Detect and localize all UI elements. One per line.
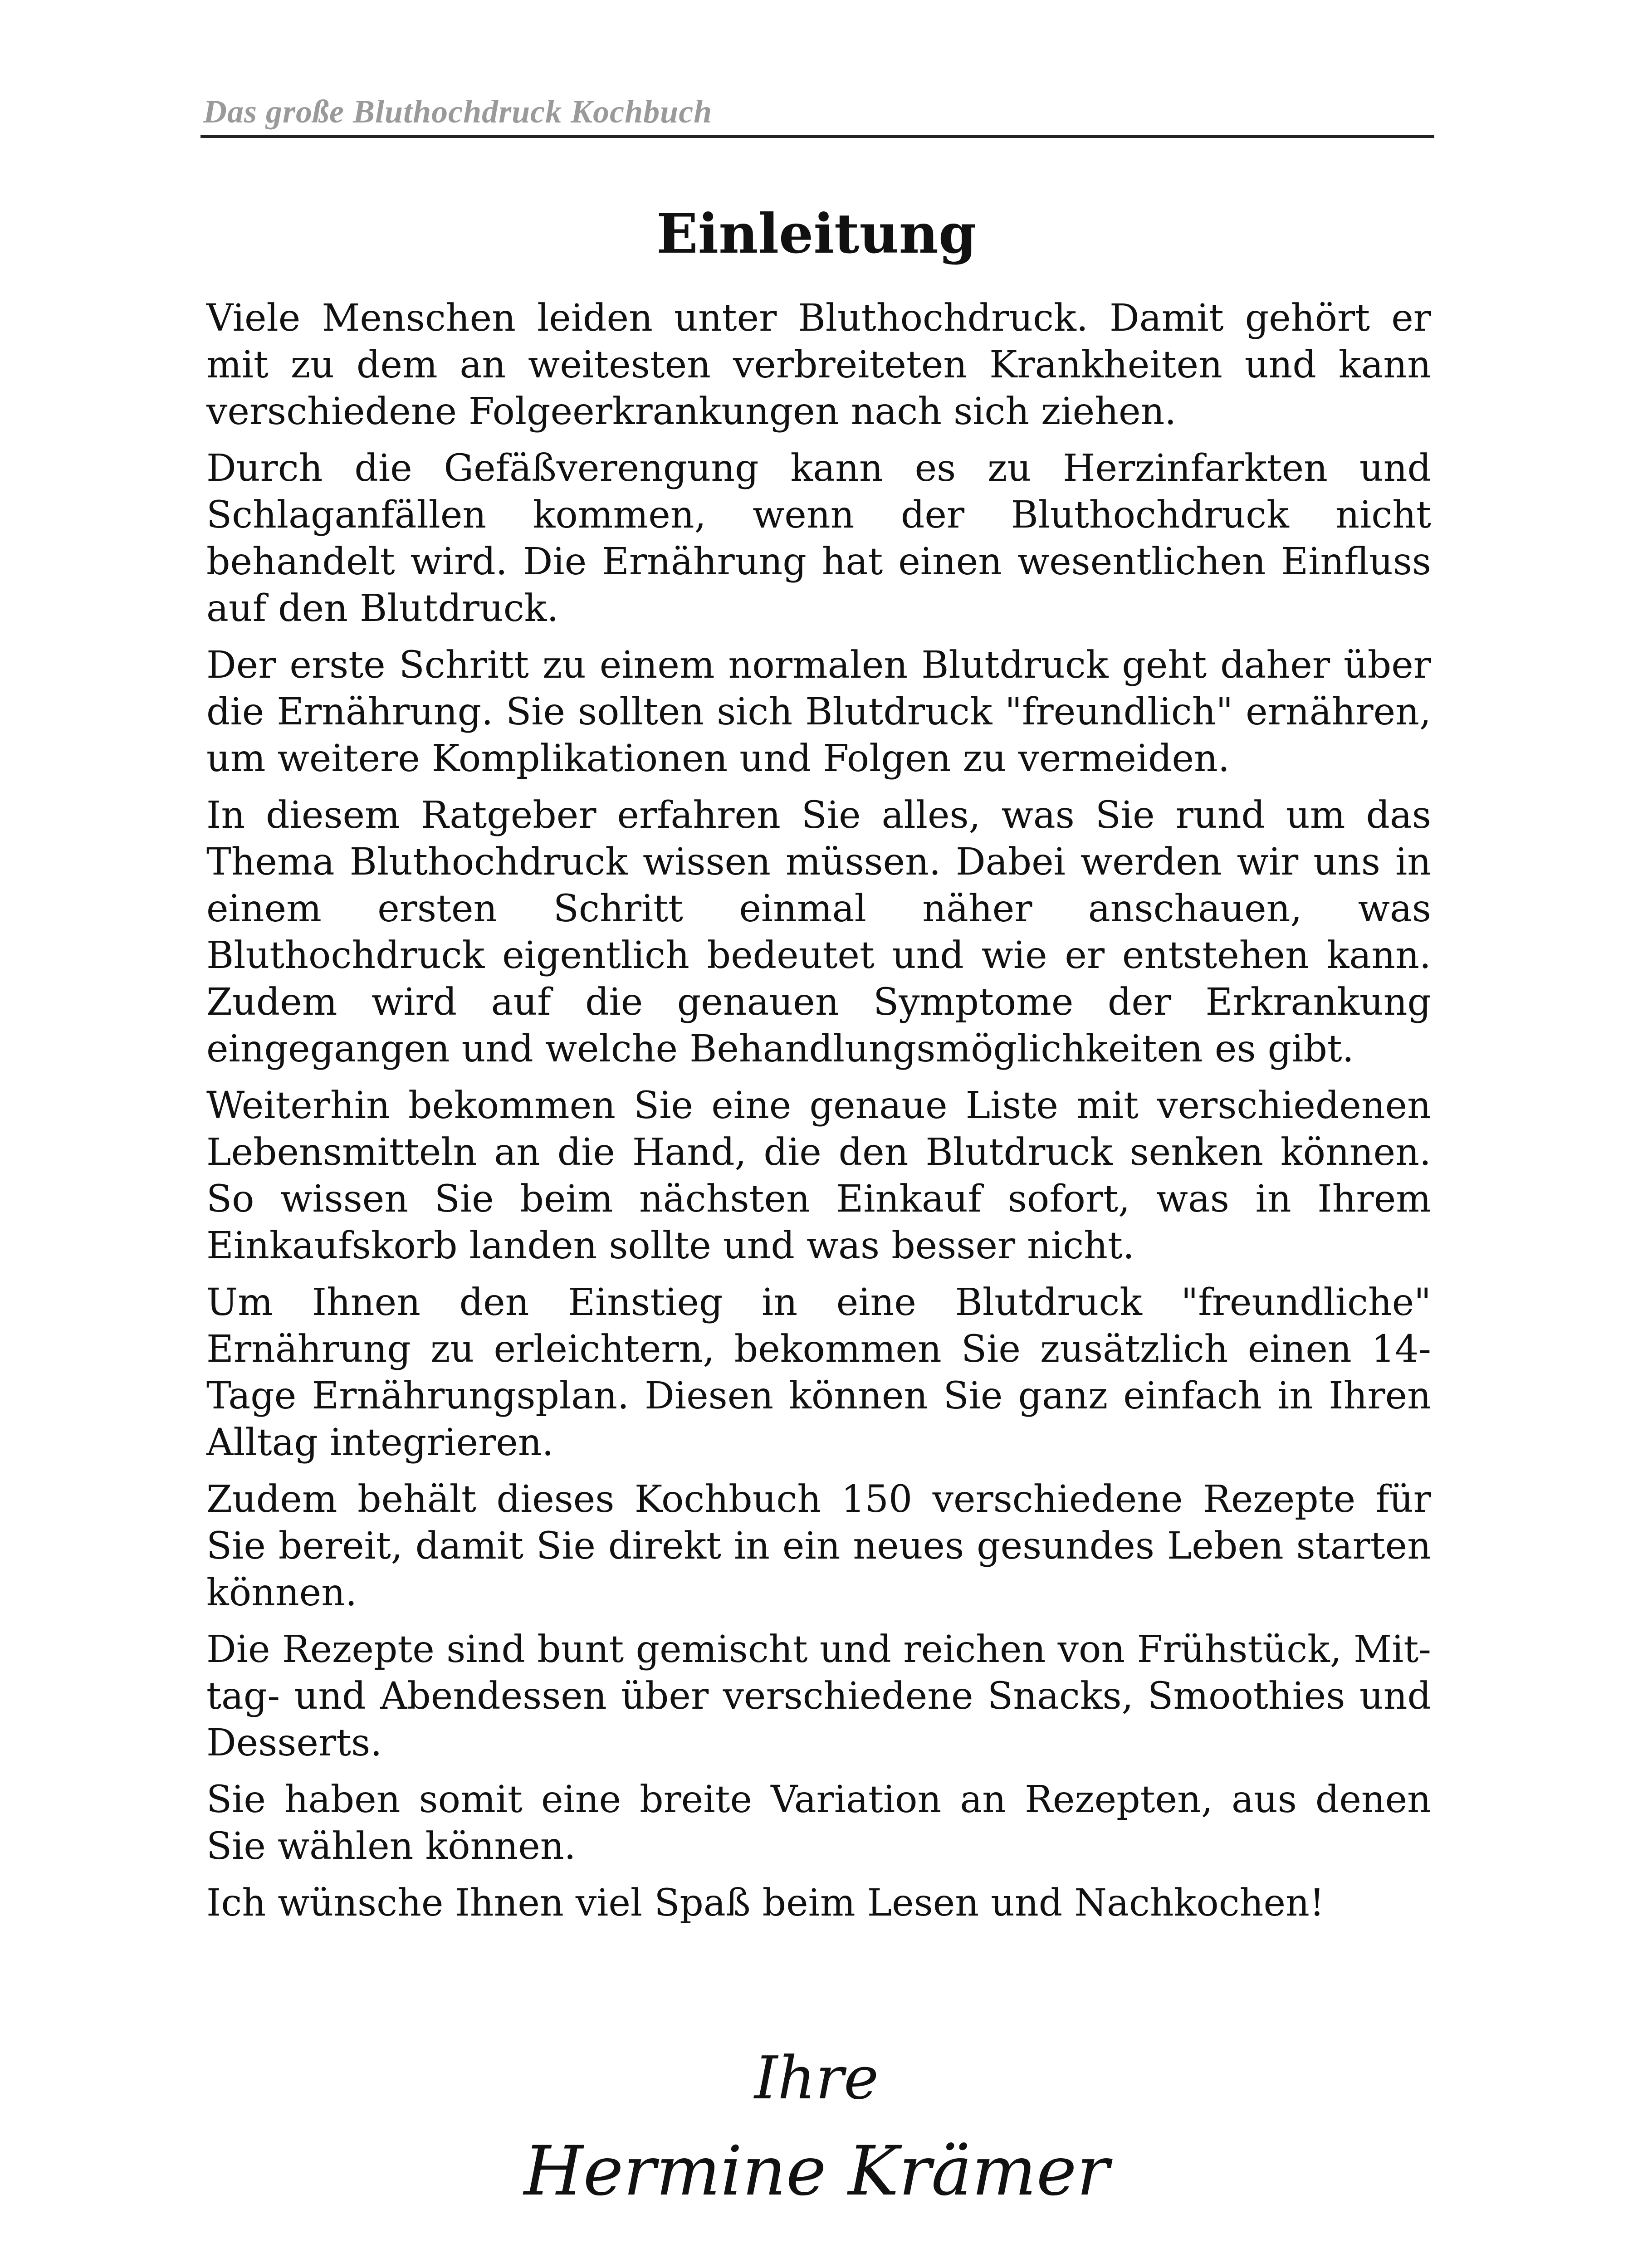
paragraph: In diesem Ratgeber erfahren Sie alles, was Sie rund um das Thema Bluthochdruck wissen müssen. Dabei werden wir uns in einem ersten Schritt einmal näher anschauen, was Bluthochdruck eigentlich bedeutet und wie er entstehen kann. Zudem wird auf die genauen Symptome der Erkrankung eingegangen und welche Behandlungsmöglichkeiten es gibt. bbox=[206, 794, 1431, 1070]
running-header: Das große Bluthochdruck Kochbuch bbox=[203, 93, 713, 130]
header-divider bbox=[200, 135, 1434, 138]
paragraph: Der erste Schritt zu einem normalen Blutdruck geht daher über die Ernährung. Sie sollten sich Blutdruck "freundlich" ernähren, um weitere Komplikationen und Folgen zu vermeiden. bbox=[206, 644, 1431, 780]
paragraph: Viele Menschen leiden unter Bluthochdruck. Damit gehört er mit zu dem an weitesten verbreiteten Krankheiten und kann verschiedene Folgeerkrankungen nach sich ziehen. bbox=[206, 297, 1431, 433]
paragraph: Ich wünsche Ihnen viel Spaß beim Lesen und Nachkochen! bbox=[206, 1882, 1325, 1925]
paragraph: Sie haben somit eine breite Variation an Rezepten, aus denen Sie wählen können. bbox=[206, 1778, 1431, 1868]
paragraph: Zudem behält dieses Kochbuch 150 verschiedene Rezepte für Sie bereit, damit Sie direkt in ein neues gesundes Leben starten können. bbox=[206, 1478, 1431, 1614]
signature-greeting: Ihre bbox=[754, 2043, 879, 2112]
paragraph: Um Ihnen den Einstieg in eine Blutdruck "freundliche" Ernährung zu erleichtern, bekommen Sie zusätzlich einen 14-Tage Ernährungsplan. Diesen können Sie ganz einfach in Ihren Alltag integrieren. bbox=[206, 1281, 1431, 1464]
body-text bbox=[206, 295, 1431, 1936]
page-title: Einleitung bbox=[656, 202, 977, 266]
signature-name: Hermine Krämer bbox=[523, 2132, 1110, 2211]
paragraph: Weiterhin bekommen Sie eine genaue Liste mit verschiedenen Lebensmitteln an die Hand, die den Blutdruck senken können. So wissen Sie beim nächsten Einkauf sofort, was in Ihrem Einkaufskorb landen sollte und was besser nicht. bbox=[206, 1084, 1431, 1267]
paragraph: Durch die Gefäßverengung kann es zu Herzinfarkten und Schlaganfällen kommen, wenn der Bluthochdruck nicht behandelt wird. Die Ernährung hat einen wesentlichen Einfluss auf den Blutdruck. bbox=[206, 447, 1431, 630]
paragraph: Die Rezepte sind bunt gemischt und reichen von Frühstück, Mittag- und Abendessen über verschiedene Snacks, Smoothies und Desserts. bbox=[206, 1628, 1431, 1765]
